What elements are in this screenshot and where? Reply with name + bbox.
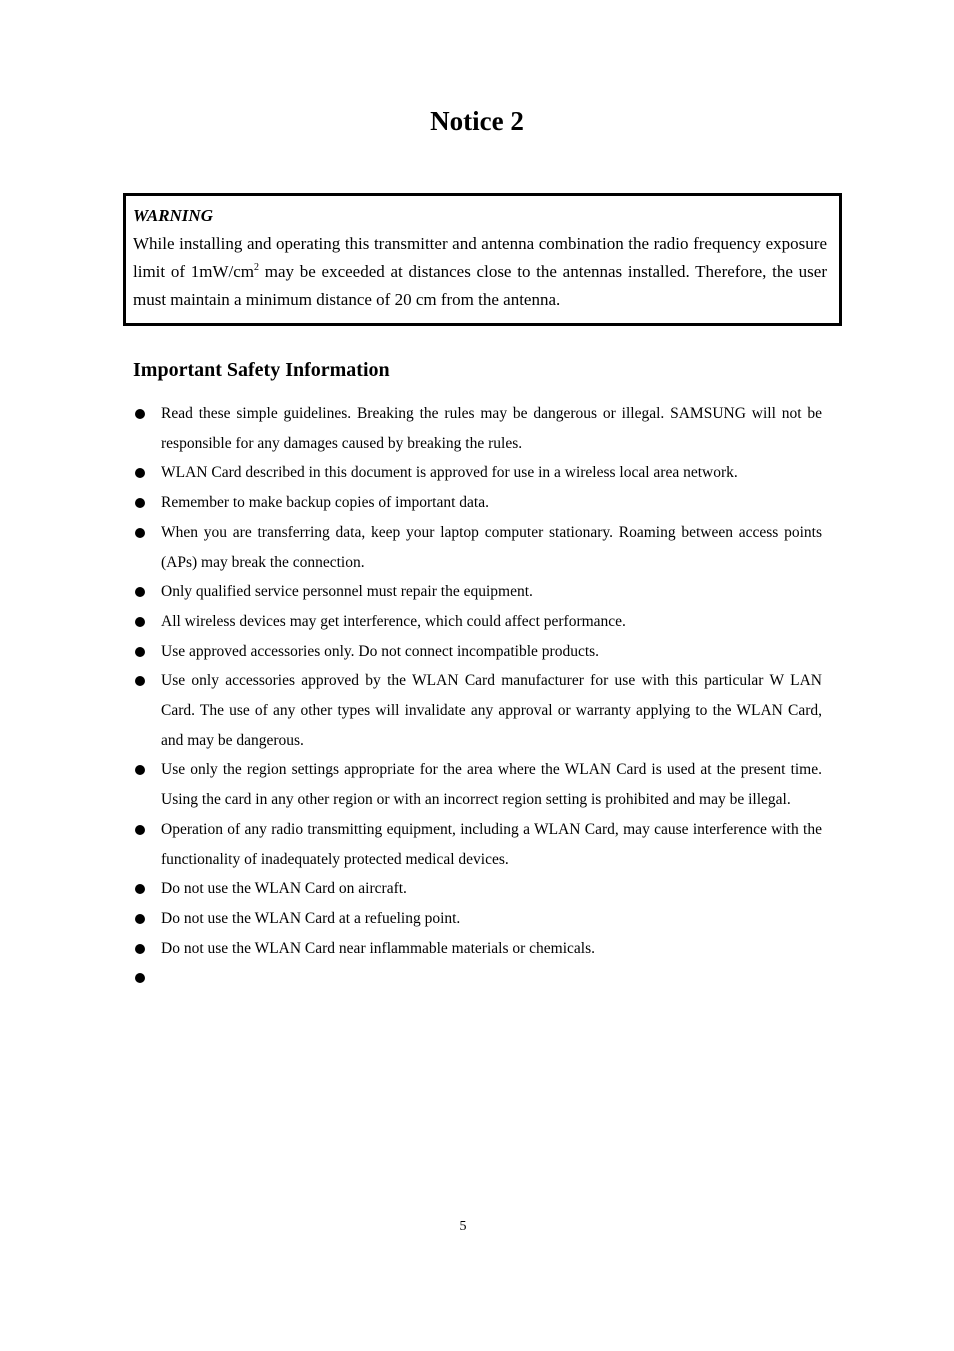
list-item xyxy=(133,577,822,607)
bullet-icon xyxy=(135,825,145,835)
warning-text-part-2: may be exceeded at distances close to the antennas installed. Therefore, the user must maintain a minimum distance of 20 cm from the antenna. xyxy=(133,262,827,309)
list-item-text: Use approved accessories only. Do not connect incompatible products. xyxy=(161,642,600,660)
bullet-icon xyxy=(135,498,145,508)
bullet-icon xyxy=(135,765,145,775)
list-item xyxy=(133,458,822,488)
list-item-text: Only qualified service personnel must repair the equipment. xyxy=(161,583,533,601)
bullet-icon xyxy=(135,676,145,686)
bullet-icon xyxy=(135,884,145,894)
warning-superscript: 2 xyxy=(254,262,260,273)
warning-text-part-1: While installing and operating this transmitter and antenna combination the radio frequency exposure limit of 1mW/cm xyxy=(133,234,827,281)
safety-section-heading: Important Safety Information xyxy=(133,359,390,381)
warning-box xyxy=(123,193,842,326)
warning-heading: WARNING xyxy=(133,206,213,225)
list-item-text: Use only the region settings appropriate for the area where the WLAN Card is used at the present time. Using the card in any other region or with an incorrect region setting is prohibited and may be illegal. xyxy=(161,761,822,809)
bullet-icon xyxy=(135,647,145,657)
list-item-text: Do not use the WLAN Card at a refueling point. xyxy=(161,909,461,927)
list-item-text: Operation of any radio transmitting equipment, including a WLAN Card, may cause interference with the functionality of inadequately protected medical devices. xyxy=(161,820,822,868)
list-item xyxy=(133,904,822,934)
list-item-text: WLAN Card described in this document is approved for use in a wireless local area network. xyxy=(161,464,738,482)
safety-list xyxy=(133,399,822,993)
list-item-text: All wireless devices may get interference, which could affect performance. xyxy=(161,612,626,630)
list-item xyxy=(133,934,822,964)
list-item xyxy=(133,963,822,993)
list-item-text: Do not use the WLAN Card on aircraft. xyxy=(161,880,407,898)
bullet-icon xyxy=(135,944,145,954)
list-item xyxy=(133,874,822,904)
list-item xyxy=(133,755,822,814)
list-item xyxy=(133,666,822,755)
bullet-icon xyxy=(135,528,145,538)
bullet-icon xyxy=(135,914,145,924)
page-title: Notice 2 xyxy=(430,106,524,136)
list-item-text: Read these simple guidelines. Breaking the rules may be dangerous or illegal. SAMSUNG will not be responsible for any damages caused by breaking the rules. xyxy=(161,405,822,452)
list-item xyxy=(133,607,822,637)
list-item xyxy=(133,399,822,458)
list-item-text: Remember to make backup copies of important data. xyxy=(161,494,489,512)
list-item xyxy=(133,815,822,874)
warning-text xyxy=(133,230,827,314)
bullet-icon xyxy=(135,973,145,983)
list-item xyxy=(133,518,822,577)
bullet-icon xyxy=(135,468,145,478)
list-item-text: Use only accessories approved by the WLAN Card manufacturer for use with this particular W LAN Card. The use of any other types will invalidate any approval or warranty applying to the WLAN Card, and may be dangerous. xyxy=(161,672,822,749)
list-item-text: When you are transferring data, keep your laptop computer stationary. Roaming between access points (APs) may break the connection. xyxy=(161,523,822,571)
bullet-icon xyxy=(135,409,145,419)
bullet-icon xyxy=(135,617,145,627)
bullet-icon xyxy=(135,587,145,597)
page-number: 5 xyxy=(459,1219,467,1234)
list-item-text: Do not use the WLAN Card near inflammable materials or chemicals. xyxy=(161,939,595,957)
list-item xyxy=(133,488,822,518)
list-item xyxy=(133,637,822,667)
